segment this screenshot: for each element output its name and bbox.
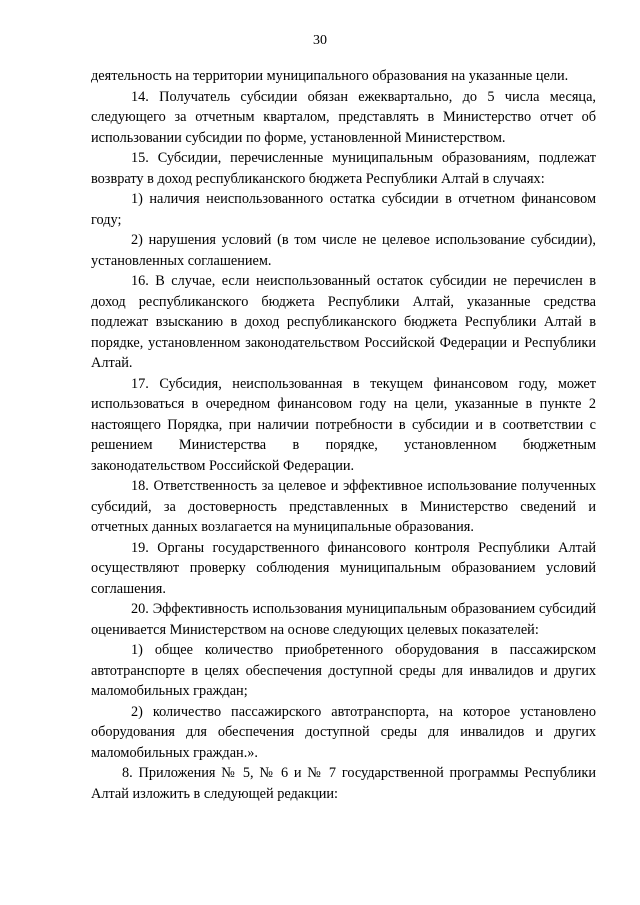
- paragraph-15: 15. Субсидии, перечисленные муниципальным образованиям, подлежат возврату в доход республиканского бюджета Республики Алтай в случаях:: [91, 150, 596, 187]
- paragraph-19: 19. Органы государственного финансового контроля Республики Алтай осуществляют проверку соблюдения муниципальным образованием условий соглашения.: [91, 539, 596, 597]
- paragraph-15-item-1: 1) наличия неиспользованного остатка субсидии в отчетном финансовом году;: [91, 191, 596, 228]
- paragraph-20-item-2: 2) количество пассажирского автотранспорта, на которое установлено оборудования для обеспечения доступной среды для инвалидов и других маломобильных граждан.».: [91, 703, 596, 761]
- paragraph-15-item-2: 2) нарушения условий (в том числе не целевое использование субсидии), установленных соглашением.: [91, 232, 596, 269]
- paragraph-continuation: деятельность на территории муниципального образования на указанные цели.: [91, 68, 569, 84]
- paragraph-16: 16. В случае, если неиспользованный остаток субсидии не перечислен в доход республиканского бюджета Республики Алтай, указанные средства подлежат взысканию в доход республиканского бюджета Республики Алтай в порядке, установленном законодательством Российской Федерации и Республики Алтай.: [91, 273, 596, 371]
- paragraph-17: 17. Субсидия, неиспользованная в текущем финансовом году, может использоваться в очередном финансовом году на цели, указанные в пункте 2 настоящего Порядка, при наличии потребности в субсидии и в соответствии с решением Министерства в порядке, установленном бюджетным законодательством Российской Федерации.: [91, 375, 596, 474]
- page-number: 30: [313, 33, 327, 48]
- paragraph-8: 8. Приложения № 5, № 6 и № 7 государственной программы Республики Алтай изложить в следующей редакции:: [91, 765, 596, 802]
- paragraph-18: 18. Ответственность за целевое и эффективное использование полученных субсидий, за достоверность представленных в Министерство сведений и отчетных данных возлагается на муниципальные образования.: [91, 478, 596, 535]
- paragraph-14: 14. Получатель субсидии обязан ежеквартально, до 5 числа месяца, следующего за отчетным кварталом, представлять в Министерство отчет об использовании субсидии по форме, установленной Министерством.: [91, 88, 596, 146]
- paragraph-20-item-1: 1) общее количество приобретенного оборудования в пассажирском автотранспорте в целях обеспечения доступной среды для инвалидов и других маломобильных граждан;: [91, 642, 596, 699]
- paragraph-20: 20. Эффективность использования муниципальным образованием субсидий оценивается Министерством на основе следующих целевых показателей:: [91, 601, 596, 638]
- document-body: [91, 66, 596, 804]
